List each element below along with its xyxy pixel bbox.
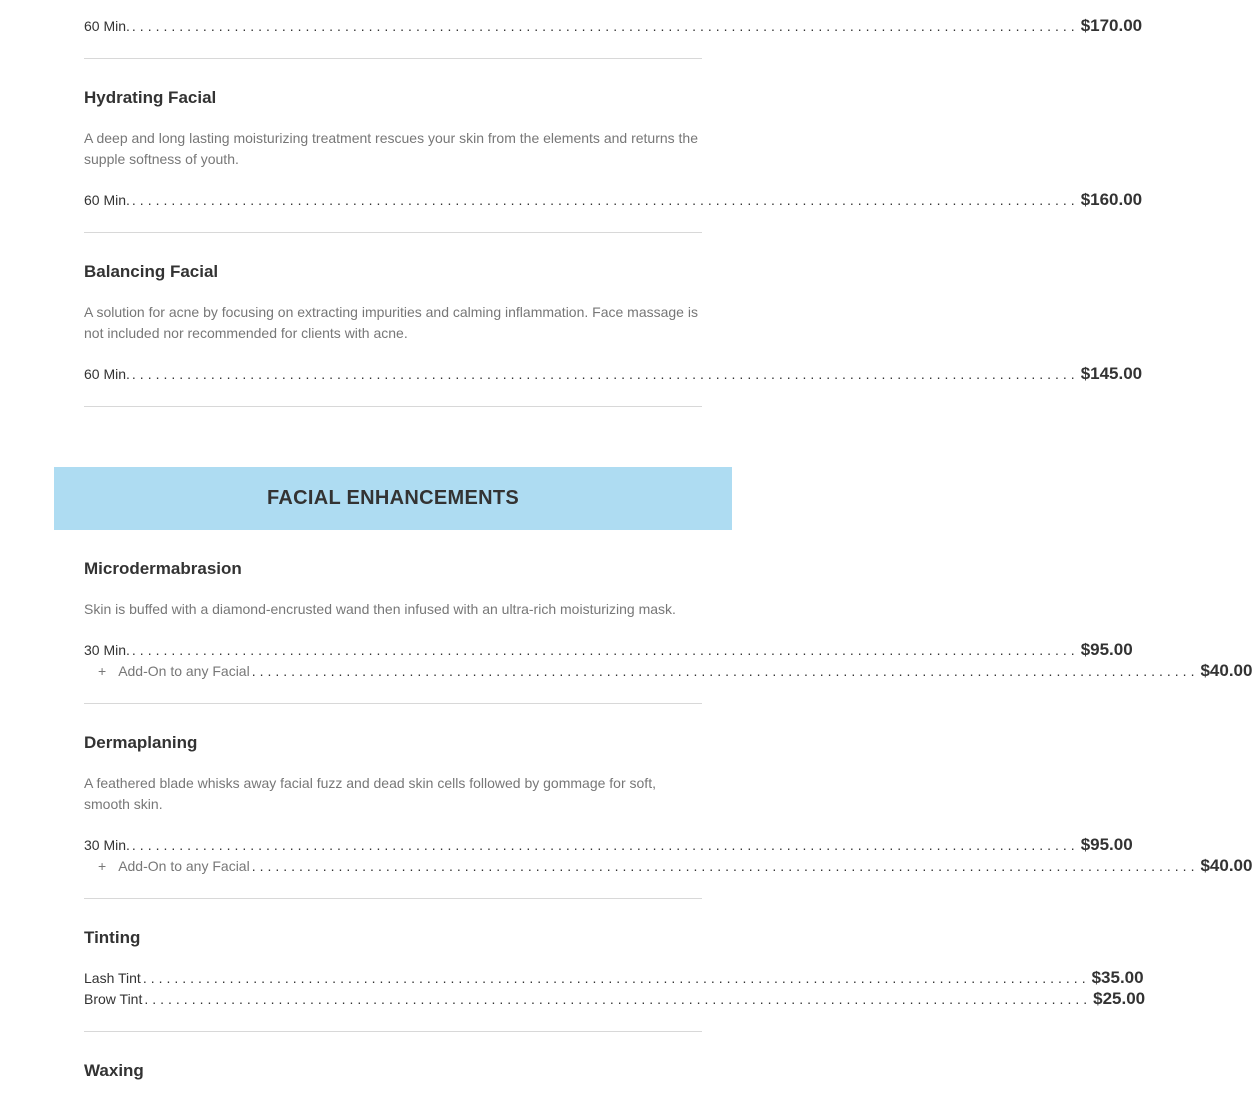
price: $40.00 xyxy=(1200,856,1252,875)
dot-leader: ........................................................................................................................ xyxy=(142,970,1090,986)
divider xyxy=(84,898,702,899)
addon-row xyxy=(84,856,1252,878)
price: $35.00 xyxy=(1091,968,1144,987)
item-title: Tinting xyxy=(84,928,141,947)
duration-label: 30 Min. xyxy=(84,642,130,658)
divider xyxy=(84,58,702,59)
service-label: Brow Tint xyxy=(84,991,143,1007)
price: $95.00 xyxy=(1080,640,1133,659)
divider xyxy=(84,232,702,233)
divider xyxy=(84,406,702,407)
item-description: A solution for acne by focusing on extracting impurities and calming inflammation. Face massage is not included nor recommended for clients with acne. xyxy=(84,304,698,341)
dot-leader: ........................................................................................................................ xyxy=(131,366,1079,382)
dot-leader: ........................................................................................................................ xyxy=(144,991,1092,1007)
dot-leader: ........................................................................................................................ xyxy=(251,858,1199,874)
duration-label: 30 Min. xyxy=(84,837,130,853)
dot-leader: ........................................................................................................................ xyxy=(131,192,1079,208)
price-row xyxy=(84,640,1133,662)
dot-leader: ........................................................................................................................ xyxy=(131,18,1079,34)
divider xyxy=(84,1031,702,1032)
duration-label: 60 Min. xyxy=(84,366,130,382)
addon-plus: + Add-On to any Facial xyxy=(98,858,250,874)
dot-leader: ........................................................................................................................ xyxy=(131,837,1079,853)
price-row xyxy=(84,190,1143,212)
item-description: A feathered blade whisks away facial fuzz and dead skin cells followed by gommage for soft, smooth skin. xyxy=(84,775,656,812)
item-description: Skin is buffed with a diamond-encrusted wand then infused with an ultra-rich moisturizing mask. xyxy=(84,601,676,617)
duration-label: 60 Min. xyxy=(84,18,130,34)
item-title: Hydrating Facial xyxy=(84,88,217,107)
item-description: A deep and long lasting moisturizing treatment rescues your skin from the elements and returns the supple softness of youth. xyxy=(84,130,698,167)
addon-plus: + Add-On to any Facial xyxy=(98,663,250,679)
price-row xyxy=(84,835,1133,857)
dot-leader: ........................................................................................................................ xyxy=(131,642,1079,658)
divider xyxy=(84,703,702,704)
price: $25.00 xyxy=(1093,989,1146,1008)
addon-row xyxy=(84,661,1252,683)
price-row xyxy=(84,364,1143,386)
section-header xyxy=(54,467,732,530)
price-row xyxy=(84,16,1143,38)
item-title: Dermaplaning xyxy=(84,733,198,752)
service-label: Lash Tint xyxy=(84,970,141,986)
price: $145.00 xyxy=(1080,364,1143,383)
item-title: Waxing xyxy=(84,1061,144,1080)
price: $95.00 xyxy=(1080,835,1133,854)
price-row xyxy=(84,989,1146,1011)
duration-label: 60 Min. xyxy=(84,192,130,208)
price: $40.00 xyxy=(1200,661,1252,680)
price: $160.00 xyxy=(1080,190,1143,209)
price-row xyxy=(84,968,1144,990)
price: $170.00 xyxy=(1080,16,1143,35)
item-title: Microdermabrasion xyxy=(84,559,242,578)
item-title: Balancing Facial xyxy=(84,262,219,281)
dot-leader: ........................................................................................................................ xyxy=(251,663,1199,679)
section-title: FACIAL ENHANCEMENTS xyxy=(266,487,519,509)
